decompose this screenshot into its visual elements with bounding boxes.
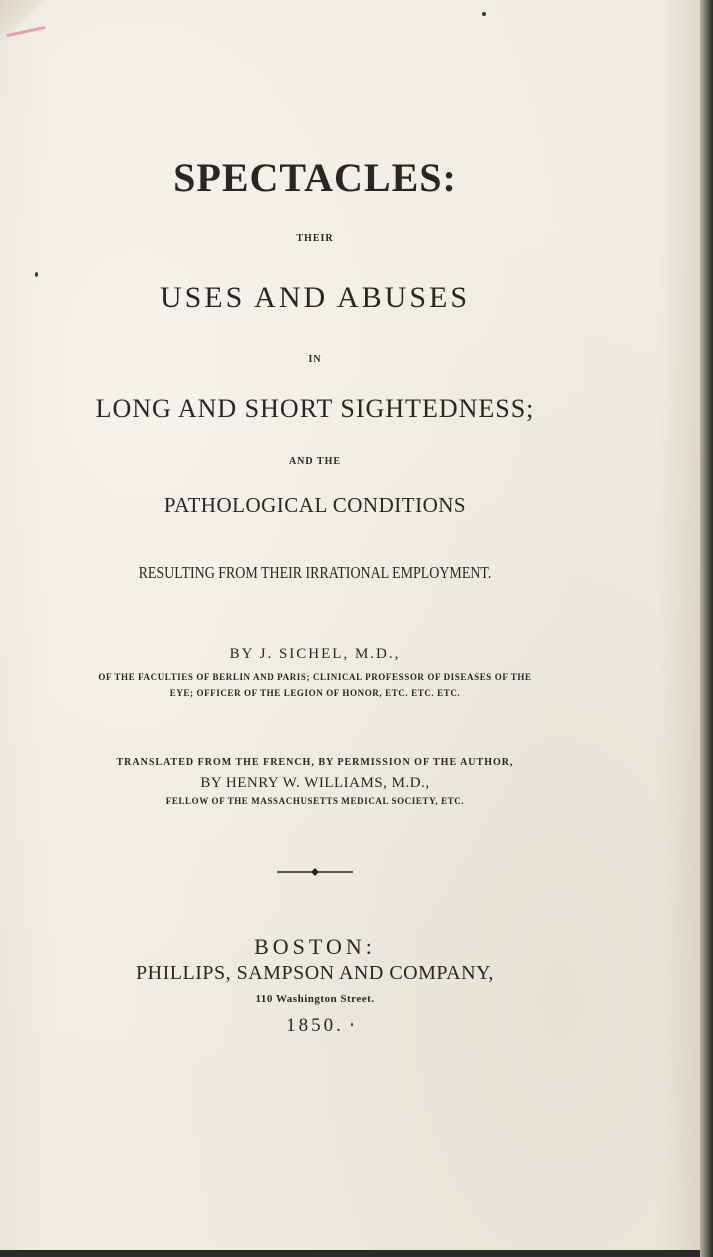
page-edge-shadow [700, 0, 713, 1257]
translator-byline: BY HENRY W. WILLIAMS, M.D., [200, 775, 430, 791]
author-credentials-line-1: OF THE FACULTIES OF BERLIN AND PARIS; CLINICAL PROFESSOR OF DISEASES OF THE [98, 672, 532, 682]
ink-speck [482, 12, 486, 16]
imprint-address: 110 Washington Street. [255, 993, 375, 1005]
subtitle-pathological-conditions: PATHOLOGICAL CONDITIONS [163, 493, 467, 517]
imprint-year: 1850. [286, 1015, 344, 1036]
divider-rule-with-diamond-icon [277, 866, 353, 878]
connector-and-the: AND THE [288, 456, 342, 467]
subtitle-uses-and-abuses: USES AND ABUSES [159, 281, 471, 314]
subtitle-resulting: RESULTING FROM THEIR IRRATIONAL EMPLOYMENT. [138, 563, 492, 582]
translation-note: TRANSLATED FROM THE FRENCH, BY PERMISSION OF THE AUTHOR, [116, 757, 514, 768]
ink-speck [35, 272, 38, 277]
subtitle-sightedness: LONG AND SHORT SIGHTEDNESS; [95, 394, 535, 423]
imprint-publisher: PHILLIPS, SAMPSON AND COMPANY, [136, 962, 494, 984]
author-byline: BY J. SICHEL, M.D., [229, 646, 401, 662]
connector-in: IN [308, 354, 322, 365]
translator-affiliation: FELLOW OF THE MASSACHUSETTS MEDICAL SOCIETY, ETC. [165, 796, 465, 806]
imprint-place: BOSTON: [254, 934, 376, 959]
book-title: SPECTACLES: [173, 155, 457, 200]
author-credentials-line-2: EYE; OFFICER OF THE LEGION OF HONOR, ETC. ETC. ETC. [169, 688, 461, 698]
connector-their: THEIR [296, 233, 334, 244]
